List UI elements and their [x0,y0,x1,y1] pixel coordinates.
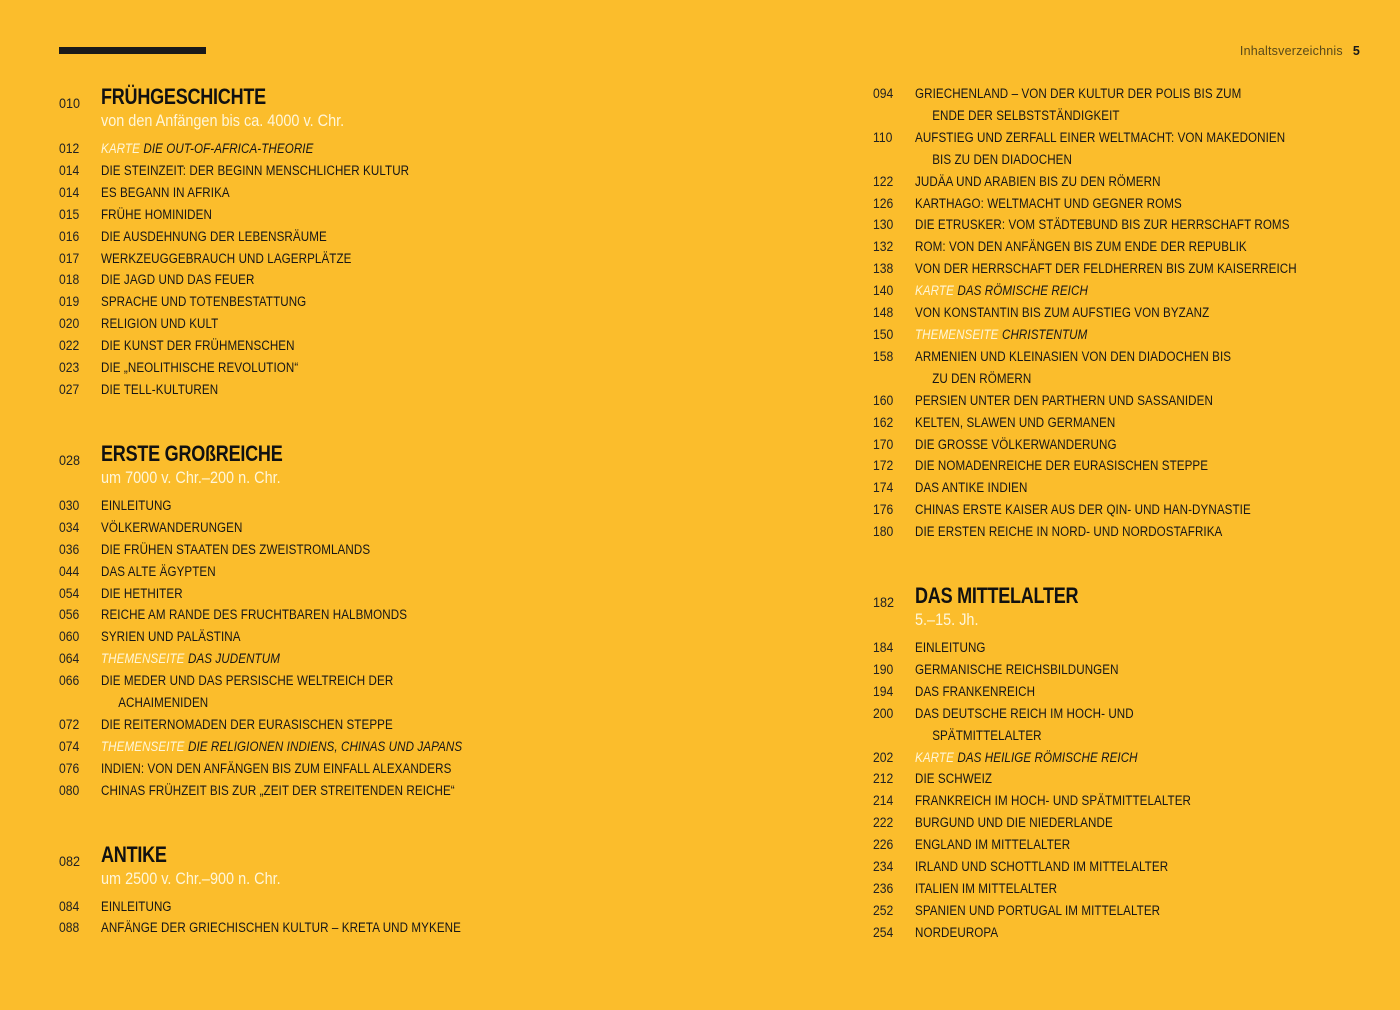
toc-entry[interactable] [59,736,759,758]
entry-page-number: 138 [873,261,894,277]
entry-title-wrap [915,390,1213,412]
toc-entry[interactable] [873,127,1393,171]
entry-title-wrap [915,412,1115,434]
toc-entry[interactable] [873,455,1393,477]
entry-tag: KARTE [101,141,140,156]
entry-title: DIE ETRUSKER: VOM STÄDTEBUND BIS ZUR HERRSCHAFT ROMS [915,217,1290,233]
toc-entry[interactable] [59,379,759,401]
entry-tag: THEMENSEITE [101,738,185,754]
entry-title-wrap [915,477,1027,499]
entry-title: DIE REITERNOMADEN DER EURASISCHEN STEPPE [101,716,393,732]
entry-title: KELTEN, SLAWEN UND GERMANEN [915,414,1116,430]
entry-title-wrap [101,379,218,401]
toc-entry[interactable] [59,517,759,539]
toc-entry[interactable] [59,335,759,357]
entry-title: DIE OUT-OF-AFRICA-THEORIE [143,141,314,156]
toc-entry[interactable] [873,434,1393,456]
section-header[interactable] [59,84,759,132]
entry-title: ANFÄNGE DER GRIECHISCHEN KULTUR – KRETA UND MYKENE [101,920,461,936]
entry-page-number: 234 [873,859,894,875]
toc-entry[interactable] [59,495,759,517]
entry-page-number: 202 [873,749,894,765]
toc-section [873,583,1393,944]
entry-page-number: 056 [59,607,80,623]
entry-page-number: 018 [59,272,80,288]
entry-title: INDIEN: VON DEN ANFÄNGEN BIS ZUM EINFALL ALEXANDERS [101,760,452,776]
entry-page-number: 022 [59,338,80,354]
toc-right-column [873,84,1393,944]
toc-entry[interactable] [873,236,1393,258]
entry-page-number: 076 [59,760,80,776]
toc-entry[interactable] [873,922,1393,944]
section-heading [915,583,1114,631]
entry-page-number: 066 [59,673,80,689]
entry-page-number: 174 [873,480,894,496]
entry-title-wrap [915,681,1035,703]
toc-entry[interactable] [59,780,759,802]
entry-page-number: 084 [59,898,80,914]
entry-page-number: 064 [59,651,80,667]
entry-title-wrap [915,455,1208,477]
entry-page-number: 017 [59,250,80,266]
entry-title-wrap [101,517,242,539]
entry-page-number: 122 [873,173,894,189]
section-heading [101,84,387,132]
entry-title-wrap [101,160,409,182]
entry-title-wrap [915,302,1209,324]
top-rule [59,47,206,54]
toc-entry[interactable] [59,670,759,714]
entry-title-wrap [915,878,1057,900]
entry-title: DIE HETHITER [101,585,183,601]
entry-page-number: 014 [59,162,80,178]
toc-entry[interactable] [59,248,759,270]
entry-title: NORDEUROPA [915,924,999,940]
entry-title-continuation: ZU DEN RÖMERN [932,370,1032,386]
entry-page-number: 236 [873,881,894,896]
entry-title: VÖLKERWANDERUNGEN [101,519,243,535]
entry-title: FRANKREICH IM HOCH- UND SPÄTMITTELALTER [915,793,1191,809]
entry-title-wrap [915,258,1297,280]
entry-title-wrap [915,499,1251,521]
page-header [1240,44,1360,58]
entry-page-number: 023 [59,360,80,376]
entry-title: CHRISTENTUM [1001,326,1088,342]
entry-page-number: 252 [873,902,894,918]
section-title: ANTIKE [101,841,167,867]
entry-list [873,83,1393,543]
toc-entry[interactable] [873,390,1393,412]
entry-title: DIE MEDER UND DAS PERSISCHE WELTREICH DER [101,673,394,689]
entry-title: WERKZEUGGEBRAUCH UND LAGERPLÄTZE [101,250,352,266]
entry-title: DAS HEILIGE RÖMISCHE REICH [957,749,1138,765]
page-number: 5 [1352,44,1360,58]
entry-page-number: 222 [873,815,894,831]
entry-title: VON DER HERRSCHAFT DER FELDHERREN BIS ZUM KAISERREICH [915,261,1297,277]
entry-title-wrap [915,637,986,659]
entry-title: GERMANISCHE REICHSBILDUNGEN [915,661,1119,677]
toc-entry[interactable] [59,758,759,780]
toc-section [59,84,759,401]
entry-page-number: 172 [873,458,894,474]
section-spacer [59,802,759,842]
section-header[interactable] [59,441,759,489]
entry-title-wrap [101,138,313,160]
entry-page-number: 016 [59,228,80,244]
entry-title: DAS FRANKENREICH [915,683,1036,699]
toc-entry[interactable] [873,258,1393,280]
section-subtitle: von den Anfängen bis ca. 4000 v. Chr. [101,111,345,130]
entry-title-wrap [101,648,280,670]
entry-page-number: 034 [59,519,80,535]
entry-title: DIE NOMADENREICHE DER EURASISCHEN STEPPE [915,458,1209,474]
section-subtitle: um 2500 v. Chr.–900 n. Chr. [101,868,281,888]
entry-title: REICHE AM RANDE DES FRUCHTBAREN HALBMONDS [101,607,408,623]
entry-title-wrap [101,248,351,270]
entry-title: DIE FRÜHEN STAATEN DES ZWEISTROMLANDS [101,541,371,557]
entry-title: DAS ANTIKE INDIEN [915,480,1028,496]
entry-title: DAS DEUTSCHE REICH IM HOCH- UND [915,705,1134,721]
entry-title-wrap [101,758,451,780]
entry-page-number: 072 [59,716,80,732]
entry-title-wrap [101,539,370,561]
entry-title: DIE SCHWEIZ [915,771,993,787]
entry-title: SYRIEN UND PALÄSTINA [101,629,241,645]
entry-page-number: 158 [873,348,894,364]
entry-page-number: 148 [873,305,894,321]
toc-entry[interactable] [873,812,1393,834]
toc-entry[interactable] [59,604,759,626]
entry-title: EINLEITUNG [101,898,172,914]
entry-page-number: 254 [873,924,894,940]
entry-title: JUDÄA UND ARABIEN BIS ZU DEN RÖMERN [915,173,1161,189]
entry-title: FRÜHE HOMINIDEN [101,206,212,222]
toc-entry[interactable] [873,280,1393,302]
toc-entry[interactable] [873,681,1393,703]
toc-entry[interactable] [59,896,759,918]
section-spacer [59,401,759,441]
entry-page-number: 184 [873,640,894,656]
entry-title-wrap [101,917,461,939]
toc-entry[interactable] [59,539,759,561]
entry-tag: THEMENSEITE [101,651,185,667]
entry-title-continuation: SPÄTMITTELALTER [932,727,1042,743]
entry-page-number: 200 [873,705,894,721]
entry-title-wrap [915,834,1070,856]
entry-title-wrap [101,780,455,802]
toc-entry[interactable] [873,346,1393,390]
section-page-number: 028 [59,451,81,468]
toc-entry[interactable] [873,324,1393,346]
entry-title-wrap [915,900,1160,922]
toc-entry[interactable] [873,521,1393,543]
toc-entry[interactable] [873,214,1393,236]
entry-title: DAS RÖMISCHE REICH [957,283,1088,299]
section-title: DAS MITTELALTER [915,583,1079,609]
entry-title-wrap [101,226,327,248]
entry-title-wrap [101,896,172,918]
entry-title-wrap [915,171,1161,193]
toc-entry[interactable] [59,648,759,670]
toc-entry[interactable] [873,747,1393,769]
entry-page-number: 036 [59,541,80,557]
entry-title-wrap [101,313,218,335]
entry-title: EINLEITUNG [101,497,172,513]
section-title: FRÜHGESCHICHTE [101,84,266,109]
entry-title: ES BEGANN IN AFRIKA [101,184,230,200]
toc-entry[interactable] [873,412,1393,434]
section-spacer [873,543,1393,583]
toc-entry[interactable] [873,878,1393,900]
entry-list [59,138,759,401]
entry-title: DAS ALTE ÄGYPTEN [101,563,216,579]
toc-entry[interactable] [873,499,1393,521]
entry-title-continuation: ENDE DER SELBSTSTÄNDIGKEIT [932,107,1120,123]
toc-entry[interactable] [873,768,1393,790]
entry-title: ARMENIEN UND KLEINASIEN VON DEN DIADOCHEN BIS [915,348,1232,364]
entry-page-number: 110 [873,129,893,145]
entry-title-wrap [101,357,298,379]
entry-title-continuation: BIS ZU DEN DIADOCHEN [932,151,1072,167]
entry-page-number: 170 [873,436,894,452]
entry-title-wrap [915,856,1168,878]
entry-tag: THEMENSEITE [915,326,999,342]
entry-page-number: 150 [873,326,894,342]
entry-title: DIE RELIGIONEN INDIENS, CHINAS UND JAPANS [187,738,463,754]
toc-entry[interactable] [59,917,759,939]
entry-title-wrap [101,670,393,714]
entry-title: EINLEITUNG [915,640,986,656]
entry-title-wrap [101,736,462,758]
entry-title-wrap [101,583,183,605]
section-heading [101,441,322,489]
entry-title: RELIGION UND KULT [101,316,219,332]
section-title: ERSTE GROßREICHE [101,440,283,466]
entry-title: DAS JUDENTUM [187,651,280,667]
entry-title-wrap [915,790,1191,812]
entry-title-wrap [915,346,1231,390]
continued-entries [873,83,1393,543]
entry-tag: KARTE [915,283,954,299]
entry-title-wrap [915,434,1117,456]
entry-page-number: 080 [59,782,80,798]
entry-title-wrap [101,714,393,736]
entry-list [59,495,759,802]
entry-title-wrap [101,495,172,517]
section-header[interactable] [59,842,759,890]
entry-page-number: 027 [59,381,80,397]
entry-title: DIE GROSSE VÖLKERWANDERUNG [915,436,1117,452]
toc-entry[interactable] [59,138,759,160]
toc-entry[interactable] [873,193,1393,215]
toc-entry[interactable] [59,182,759,204]
section-page-number: 082 [59,852,81,869]
entry-page-number: 132 [873,239,894,255]
entry-title-wrap [915,127,1285,171]
toc-entry[interactable] [873,659,1393,681]
entry-title: IRLAND UND SCHOTTLAND IM MITTELALTER [915,859,1169,875]
toc-section [59,441,759,802]
entry-title: KARTHAGO: WELTMACHT UND GEGNER ROMS [915,195,1182,211]
entry-page-number: 030 [59,497,80,513]
entry-tag: KARTE [915,749,954,765]
entry-title: CHINAS ERSTE KAISER AUS DER QIN- UND HAN-DYNASTIE [915,502,1251,518]
section-subtitle: 5.–15. Jh. [915,610,979,630]
entry-title: DIE ERSTEN REICHE IN NORD- UND NORDOSTAFRIKA [915,524,1223,540]
entry-title-wrap [915,324,1087,346]
section-subtitle: um 7000 v. Chr.–200 n. Chr. [101,467,281,487]
toc-entry[interactable] [59,626,759,648]
toc-entry[interactable] [59,160,759,182]
entry-title-wrap [915,659,1119,681]
entry-title-wrap [101,269,254,291]
entry-title-wrap [101,604,407,626]
entry-title-continuation: ACHAIMENIDEN [118,695,209,711]
entry-title: ITALIEN IM MITTELALTER [915,881,1058,896]
entry-page-number: 140 [873,283,894,299]
toc-entry[interactable] [873,477,1393,499]
toc-entry[interactable] [873,790,1393,812]
entry-page-number: 162 [873,414,894,430]
toc-entry[interactable] [59,313,759,335]
toc-entry[interactable] [59,269,759,291]
entry-page-number: 180 [873,524,894,540]
entry-title: DIE KUNST DER FRÜHMENSCHEN [101,338,295,354]
entry-page-number: 014 [59,184,80,200]
entry-title-wrap [915,521,1222,543]
entry-page-number: 160 [873,392,894,408]
entry-title: DIE AUSDEHNUNG DER LEBENSRÄUME [101,228,327,244]
entry-title: BURGUND UND DIE NIEDERLANDE [915,815,1113,831]
entry-title: DIE „NEOLITHISCHE REVOLUTION“ [101,360,299,376]
entry-title: DIE TELL-KULTUREN [101,381,219,397]
entry-page-number: 015 [59,206,80,222]
entry-title-wrap [915,747,1138,769]
section-header[interactable] [873,583,1393,631]
entry-title: DIE JAGD UND DAS FEUER [101,272,255,288]
entry-title: GRIECHENLAND – VON DER KULTUR DER POLIS BIS ZUM [915,86,1242,101]
toc-entry[interactable] [873,900,1393,922]
toc-entry[interactable] [873,637,1393,659]
entry-page-number: 019 [59,294,80,310]
entry-title-wrap [915,83,1241,127]
entry-title-wrap [915,922,998,944]
toc-section [59,842,759,940]
entry-title: VON KONSTANTIN BIS ZUM AUFSTIEG VON BYZANZ [915,305,1210,321]
entry-page-number: 054 [59,585,80,601]
entry-title-wrap [915,703,1134,747]
entry-page-number: 130 [873,217,894,233]
toc-entry[interactable] [59,291,759,313]
toc-entry[interactable] [59,561,759,583]
entry-title: PERSIEN UNTER DEN PARTHERN UND SASSANIDEN [915,392,1213,408]
entry-title: SPANIEN UND PORTUGAL IM MITTELALTER [915,902,1161,918]
entry-page-number: 044 [59,563,80,579]
toc-left-column [59,84,759,939]
entry-page-number: 060 [59,629,80,645]
entry-page-number: 088 [59,920,80,936]
entry-title: DIE STEINZEIT: DER BEGINN MENSCHLICHER KULTUR [101,162,410,178]
header-label: Inhaltsverzeichnis [1239,44,1343,58]
entry-title-wrap [915,280,1088,302]
toc-entry[interactable] [873,83,1393,127]
entry-page-number: 176 [873,502,894,518]
toc-entry[interactable] [59,357,759,379]
entry-title-wrap [101,182,230,204]
entry-title: AUFSTIEG UND ZERFALL EINER WELTMACHT: VON MAKEDONIEN [915,129,1286,145]
entry-page-number: 094 [873,86,894,101]
toc-entry[interactable] [873,834,1393,856]
entry-title: ENGLAND IM MITTELALTER [915,837,1071,853]
section-heading [101,842,312,890]
entry-title-wrap [101,335,295,357]
entry-title-wrap [915,812,1113,834]
toc-entry[interactable] [873,703,1393,747]
toc-entry[interactable] [59,583,759,605]
entry-page-number: 074 [59,738,80,754]
entry-page-number: 190 [873,661,894,677]
entry-page-number: 020 [59,316,80,332]
entry-page-number: 226 [873,837,894,853]
section-page-number: 010 [59,95,81,111]
entry-page-number: 012 [59,141,80,156]
entry-title-wrap [915,193,1182,215]
toc-entry[interactable] [873,171,1393,193]
entry-page-number: 214 [873,793,894,809]
entry-title-wrap [915,768,992,790]
toc-entry[interactable] [59,204,759,226]
entry-title-wrap [101,204,212,226]
entry-title: SPRACHE UND TOTENBESTATTUNG [101,294,307,310]
toc-entry[interactable] [59,226,759,248]
section-page-number: 182 [873,594,895,611]
entry-title: ROM: VON DEN ANFÄNGEN BIS ZUM ENDE DER REPUBLIK [915,239,1247,255]
entry-title-wrap [101,561,216,583]
entry-title-wrap [915,214,1290,236]
entry-title-wrap [915,236,1247,258]
entry-page-number: 212 [873,771,894,787]
entry-page-number: 194 [873,683,894,699]
toc-entry[interactable] [873,302,1393,324]
toc-entry[interactable] [873,856,1393,878]
entry-title-wrap [101,626,241,648]
entry-title-wrap [101,291,306,313]
toc-entry[interactable] [59,714,759,736]
entry-list [873,637,1393,944]
entry-title: CHINAS FRÜHZEIT BIS ZUR „ZEIT DER STREITENDEN REICHE“ [101,782,455,798]
entry-page-number: 126 [873,195,894,211]
entry-list [59,896,759,940]
